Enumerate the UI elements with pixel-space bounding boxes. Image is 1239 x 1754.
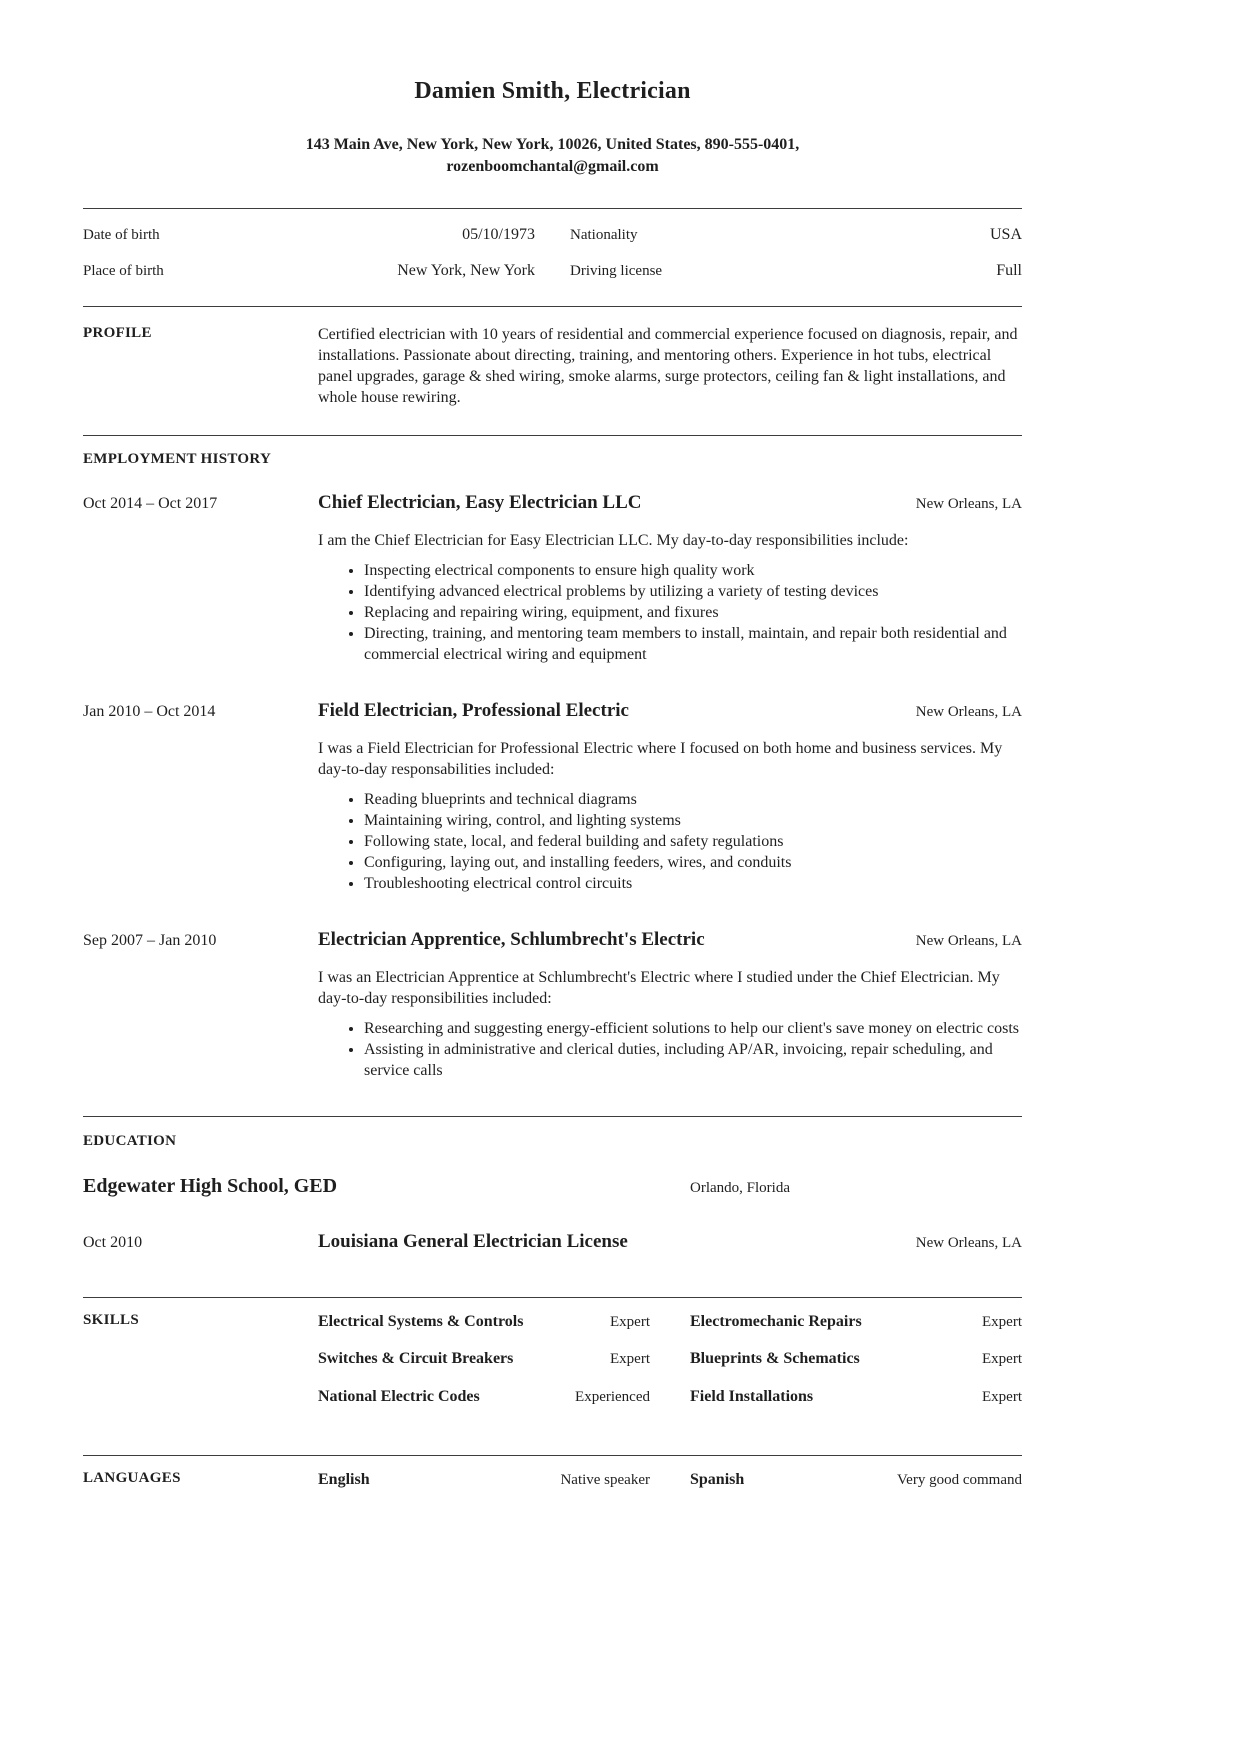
detail-label-dob: Date of birth <box>83 226 160 243</box>
education-section <box>83 1117 1022 1296</box>
details-section <box>83 209 1022 307</box>
skill-name: Field Installations <box>690 1388 814 1406</box>
job-entry <box>83 698 1022 894</box>
languages-section <box>83 1456 1022 1491</box>
bullet-item: • Assisting in administrative and clerical duties, including AP/AR, invoicing, repair scheduling, and service calls <box>364 1039 1022 1081</box>
job-title: Chief Electrician, Easy Electrician LLC <box>318 492 642 514</box>
section-title-skills: SKILLS <box>83 1311 139 1328</box>
employment-section <box>83 436 1022 1116</box>
bullet-item: • Maintaining wiring, control, and lighting systems <box>364 810 1022 831</box>
detail-value-pob: New York, New York <box>397 262 535 280</box>
language-item <box>690 1469 1022 1491</box>
bullet-item: • Troubleshooting electrical control circuits <box>364 873 1022 894</box>
contact-address: 143 Main Ave, New York, New York, 10026, United States, 890-555-0401, <box>305 135 800 153</box>
job-location: New Orleans, LA <box>915 704 1022 721</box>
job-entry <box>83 927 1022 1081</box>
job-head <box>83 490 1022 515</box>
job-title: Field Electrician, Professional Electric <box>318 700 629 722</box>
skill-name: Switches & Circuit Breakers <box>318 1350 514 1368</box>
school-name: Edgewater High School, GED <box>83 1175 338 1198</box>
section-title-employment: EMPLOYMENT HISTORY <box>83 451 272 468</box>
job-dates: Oct 2014 – Oct 2017 <box>83 495 218 513</box>
skill-level: Expert <box>982 1313 1022 1330</box>
job-entry <box>83 490 1022 665</box>
language-level: Very good command <box>897 1471 1022 1488</box>
section-title-education: EDUCATION <box>83 1133 177 1150</box>
detail-row <box>83 224 1022 246</box>
detail-value-license: Full <box>996 262 1022 280</box>
language-item <box>318 1469 650 1491</box>
school-location: Orlando, Florida <box>690 1180 790 1197</box>
bullet-item: • Reading blueprints and technical diagrams <box>364 789 1022 810</box>
job-bullets <box>318 560 1022 665</box>
job-intro: I am the Chief Electrician for Easy Electrician LLC. My day-to-day responsibilities include: <box>318 532 909 550</box>
languages-grid <box>318 1469 1022 1491</box>
skill-level: Expert <box>610 1351 650 1368</box>
header <box>83 76 1022 178</box>
skill-item <box>690 1386 1022 1408</box>
education-entry <box>83 1229 1022 1254</box>
bullet-item: • Inspecting electrical components to ensure high quality work <box>364 560 1022 581</box>
detail-row <box>83 260 1022 282</box>
profile-text: Certified electrician with 10 years of residential and commercial experience focused on diagnosis, repair, and installations. Passionate about directing, training, and mentoring others. Experience in hot tubs, electrical panel upgrades, garage & shed wiring, smoke alarms, surge protectors, ceiling fan & light installations, and whole house rewiring. <box>318 326 1018 407</box>
contact-email: rozenboomchantal@gmail.com <box>446 157 659 175</box>
language-name: Spanish <box>690 1470 745 1488</box>
job-dates: Jan 2010 – Oct 2014 <box>83 703 216 721</box>
skills-section <box>83 1298 1022 1408</box>
skill-item <box>690 1348 1022 1370</box>
bullet-item: • Identifying advanced electrical problems by utilizing a variety of testing devices <box>364 581 1022 602</box>
skill-name: Electrical Systems & Controls <box>318 1312 524 1330</box>
section-title-languages: LANGUAGES <box>83 1469 181 1486</box>
skill-item <box>318 1311 650 1333</box>
job-location: New Orleans, LA <box>915 933 1022 950</box>
education-school-row <box>83 1173 1022 1199</box>
job-head <box>83 698 1022 723</box>
spacer <box>83 1408 1022 1455</box>
detail-value-nationality: USA <box>989 225 1022 243</box>
bullet-item: • Directing, training, and mentoring team members to install, maintain, and repair both residential and commercial electrical wiring and equipment <box>364 623 1022 665</box>
skill-level: Experienced <box>575 1389 650 1406</box>
education-title: Louisiana General Electrician License <box>318 1231 628 1253</box>
profile-section <box>83 307 1022 435</box>
job-intro: I was an Electrician Apprentice at Schlumbrecht's Electric where I studied under the Chief Electrician. My day-to-day responsibilities included: <box>318 969 1000 1008</box>
job-body <box>318 738 1022 894</box>
job-head <box>83 927 1022 952</box>
language-name: English <box>318 1470 370 1488</box>
skill-name: Blueprints & Schematics <box>690 1350 860 1368</box>
job-dates: Sep 2007 – Jan 2010 <box>83 932 217 950</box>
detail-label-nationality: Nationality <box>570 226 638 243</box>
job-bullets <box>318 789 1022 894</box>
job-intro: I was a Field Electrician for Professional Electric where I focused on both home and business services. My day-to-day responsabilities included: <box>318 740 1003 779</box>
bullet-item: • Replacing and repairing wiring, equipment, and fixures <box>364 602 1022 623</box>
job-location: New Orleans, LA <box>915 496 1022 513</box>
skill-item <box>318 1348 650 1370</box>
bullet-item: • Researching and suggesting energy-efficient solutions to help our client's save money on electric costs <box>364 1018 1022 1039</box>
detail-label-pob: Place of birth <box>83 263 164 280</box>
skill-level: Expert <box>982 1389 1022 1406</box>
education-location: New Orleans, LA <box>915 1235 1022 1252</box>
job-body <box>318 530 1022 665</box>
bullet-item: • Configuring, laying out, and installing feeders, wires, and conduits <box>364 852 1022 873</box>
detail-value-dob: 05/10/1973 <box>462 225 535 243</box>
language-level: Native speaker <box>560 1471 650 1488</box>
job-bullets <box>318 1018 1022 1081</box>
detail-label-license: Driving license <box>570 263 663 280</box>
job-title: Electrician Apprentice, Schlumbrecht's Electric <box>318 929 705 951</box>
skill-item <box>318 1386 650 1408</box>
skill-item <box>690 1311 1022 1333</box>
skill-level: Expert <box>610 1313 650 1330</box>
skill-name: National Electric Codes <box>318 1388 480 1406</box>
education-dates: Oct 2010 <box>83 1234 143 1252</box>
skill-name: Electromechanic Repairs <box>690 1312 862 1330</box>
section-title-profile: PROFILE <box>83 325 152 342</box>
job-body <box>318 967 1022 1081</box>
skill-level: Expert <box>982 1351 1022 1368</box>
skills-grid <box>318 1311 1022 1408</box>
person-name: Damien Smith, Electrician <box>414 78 691 104</box>
bullet-item: • Following state, local, and federal building and safety regulations <box>364 831 1022 852</box>
